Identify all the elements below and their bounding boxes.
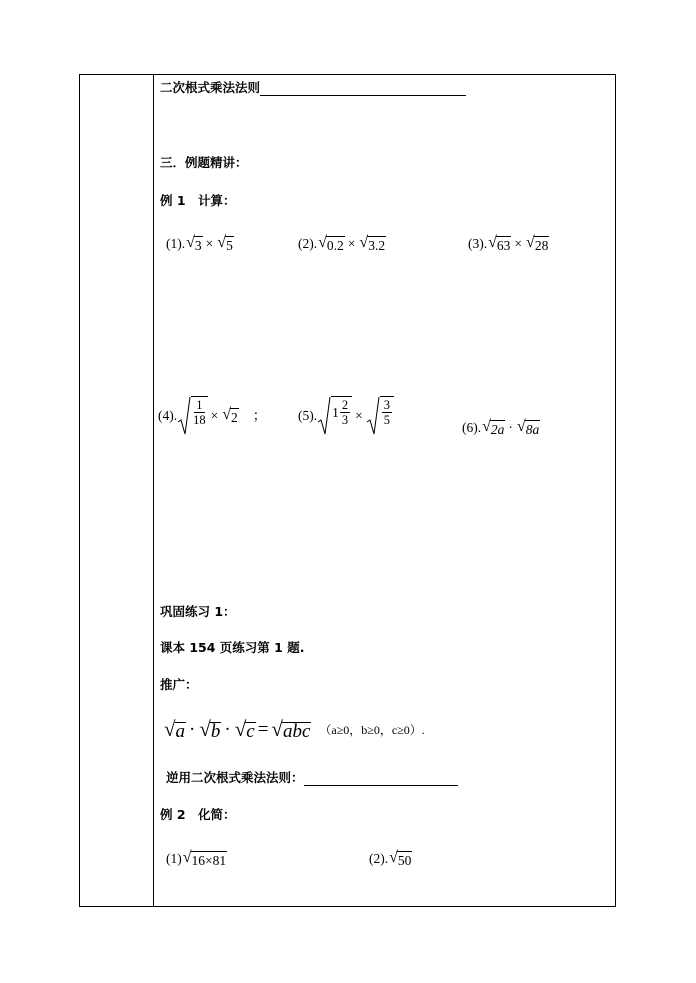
example1-item-2: (2). √ 0.2 × √ 3.2 — [298, 234, 386, 253]
item-number: (4). — [158, 408, 178, 423]
example1-title: 例 1 计算： — [160, 193, 236, 208]
sqrt: √ 50 — [389, 849, 412, 868]
sqrt: √ 63 — [488, 234, 511, 253]
example1-item-3: (3). √ 63 × √ 28 — [468, 234, 549, 253]
multiplication-rule-line — [160, 80, 466, 96]
section-title: 三．例题精讲： — [160, 155, 248, 170]
radicand: 63 — [496, 238, 511, 253]
sqrt: √ b — [199, 717, 221, 742]
radicand: 3 — [194, 238, 202, 253]
example1-item-4: (4). $\frac{1}{18}$ × √ 2 ； — [158, 396, 266, 436]
item-number: (1) — [166, 851, 182, 866]
radicand: 28 — [534, 238, 549, 253]
sqrt: √ 2 — [222, 406, 238, 425]
sqrt: √ 8a — [516, 418, 540, 437]
reverse-rule-label: 逆用二次根式乘法法则： — [166, 770, 304, 785]
sqrt: √ 3 — [186, 234, 202, 253]
sqrt — [366, 396, 394, 436]
radicand: 50 — [397, 853, 412, 868]
sqrt: √ 16×81 — [182, 849, 227, 868]
sqrt: √ 2a — [482, 418, 505, 437]
item-number: (2). — [298, 236, 318, 251]
example1-item-1: (1). √ 3 × √ 5 — [166, 234, 233, 253]
numerator: 1 — [196, 398, 203, 412]
sqrt: √ c — [234, 717, 255, 742]
sqrt — [177, 396, 208, 436]
item-number: (1). — [166, 236, 186, 251]
radicand: a — [175, 721, 186, 742]
denominator: 5 — [383, 413, 390, 427]
radical-sign-icon — [177, 396, 191, 436]
sqrt: √ abc — [271, 717, 311, 742]
item-number: (5). — [298, 408, 318, 423]
radical-sign-icon — [366, 396, 380, 436]
sqrt: √ a — [164, 717, 186, 742]
practice1-title: 巩固练习 1： — [160, 604, 236, 619]
radicand: 16×81 — [191, 853, 227, 868]
practice1-text: 课本 154 页练习第 1 题. — [160, 640, 305, 655]
generalize-title: 推广： — [160, 677, 198, 692]
column-divider — [153, 75, 154, 906]
radicand: 5 — [226, 238, 233, 253]
numerator: 3 — [383, 398, 390, 412]
radicand: b — [210, 721, 221, 742]
radicand: 2 — [231, 410, 238, 425]
example2-item-1 — [166, 849, 227, 869]
sqrt — [317, 396, 352, 436]
reverse-rule-line — [166, 770, 458, 786]
sqrt: √ 28 — [526, 234, 549, 253]
separator: ； — [252, 408, 267, 423]
numerator: 2 — [341, 398, 349, 412]
answer-blank — [304, 771, 458, 786]
radicand: 0.2 — [326, 238, 344, 253]
denominator: 18 — [193, 413, 206, 427]
radicand: 2a — [490, 422, 505, 437]
item-number: (6). — [462, 420, 482, 435]
mixed-whole: 1 — [332, 404, 339, 420]
radicand: abc — [282, 721, 311, 742]
radicand: 3.2 — [368, 238, 386, 253]
radicand: c — [246, 721, 255, 742]
example2-title: 例 2 化简： — [160, 807, 236, 822]
item-number: (2). — [369, 851, 389, 866]
example2-item-2 — [369, 849, 412, 869]
condition-text: （a≥0，b≥0，c≥0）. — [319, 723, 425, 737]
item-number: (3). — [468, 236, 488, 251]
answer-blank — [260, 81, 466, 96]
radicand: 8a — [525, 422, 540, 437]
radical-sign-icon — [317, 396, 331, 436]
sqrt: √ 5 — [217, 234, 233, 253]
multiplication-rule-label: 二次根式乘法法则 — [160, 80, 261, 95]
example1-item-6: (6). √ 2a · √ 8a — [462, 418, 540, 437]
example1-item-5: (5). 1 $\frac{2}{3}$ × $\frac{3}{5}$ — [298, 396, 394, 436]
denominator: 3 — [341, 413, 349, 427]
generalized-formula: √ a · √ b · √ c = √ abc （a≥0，b≥0，c≥0）. — [164, 717, 425, 742]
sqrt: √ 3.2 — [359, 234, 386, 253]
sqrt: √ 0.2 — [318, 234, 344, 253]
